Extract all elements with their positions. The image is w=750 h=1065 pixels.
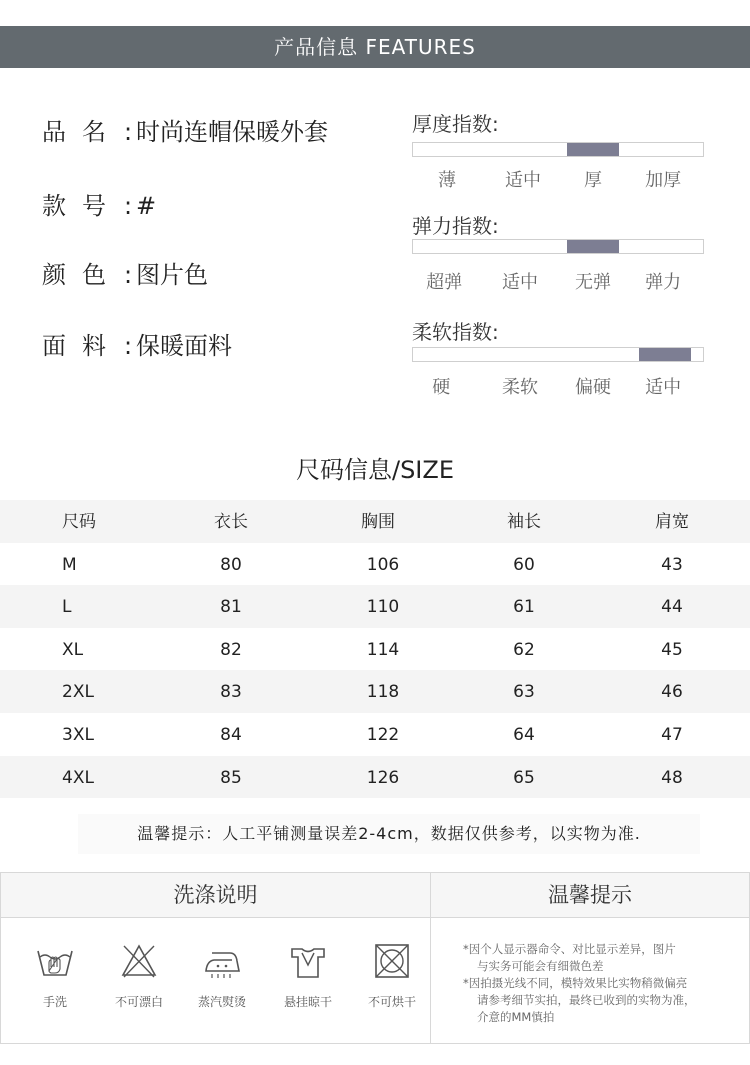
care-label: 悬挂晾干 xyxy=(283,995,333,1009)
table-cell: 45 xyxy=(661,639,683,660)
wash-instructions-heading: 洗涤说明 xyxy=(1,873,430,918)
table-cell: 84 xyxy=(220,724,242,745)
spec-row-fabric xyxy=(42,326,232,361)
care-divider xyxy=(430,873,431,1043)
index-label: 无弹 xyxy=(575,272,612,293)
table-cell: 2XL xyxy=(62,682,94,703)
table-cell: 46 xyxy=(661,682,683,703)
tip-line: *因拍摄光线不同，模特效果比实物稍微偏亮 xyxy=(463,976,688,990)
thickness-index-bar xyxy=(412,142,704,157)
index-label: 适中 xyxy=(645,377,682,398)
table-row xyxy=(0,670,750,713)
measurement-note: 温馨提示：人工平铺测量误差2-4cm，数据仅供参考，以实物为准. xyxy=(78,814,700,854)
index-label: 柔软 xyxy=(502,377,539,398)
elasticity-index-marker xyxy=(567,240,619,253)
softness-index-title: 柔软指数: xyxy=(412,320,499,344)
index-label: 适中 xyxy=(502,272,539,293)
table-cell: 106 xyxy=(366,554,400,575)
table-cell: 60 xyxy=(513,554,535,575)
spec-label: 面料 xyxy=(42,332,122,360)
softness-index-labels xyxy=(412,373,704,397)
index-label: 薄 xyxy=(438,170,457,191)
spec-colon: : xyxy=(124,192,133,220)
care-label: 蒸汽熨烫 xyxy=(197,995,247,1009)
thickness-index-marker xyxy=(567,143,619,156)
table-row xyxy=(0,585,750,628)
table-cell: 81 xyxy=(220,597,242,618)
table-row xyxy=(0,713,750,756)
index-label: 加厚 xyxy=(645,170,682,191)
steam-iron-icon xyxy=(202,941,242,981)
spec-value: # xyxy=(136,192,157,220)
table-cell: 85 xyxy=(220,767,242,788)
table-cell: 110 xyxy=(366,597,400,618)
elasticity-index-labels xyxy=(412,268,704,292)
care-label: 不可烘干 xyxy=(367,995,417,1009)
spec-colon: : xyxy=(124,261,133,289)
index-label: 厚 xyxy=(584,170,603,191)
table-cell: 83 xyxy=(220,682,242,703)
tips-text xyxy=(463,941,733,1026)
table-cell: 64 xyxy=(513,724,535,745)
table-cell: M xyxy=(62,554,77,575)
spec-row-name xyxy=(42,112,328,147)
tip-line: 介意的MM慎拍 xyxy=(477,1010,555,1024)
table-cell: 4XL xyxy=(62,767,94,788)
table-cell: 44 xyxy=(661,597,683,618)
tip-line: 请参考细节实拍，最终已收到的实物为准， xyxy=(477,993,696,1007)
care-label: 不可漂白 xyxy=(114,995,164,1009)
care-label: 手洗 xyxy=(42,995,68,1009)
column-header: 胸围 xyxy=(361,512,395,532)
column-header: 肩宽 xyxy=(655,512,689,532)
table-cell: 47 xyxy=(661,724,683,745)
spec-colon: : xyxy=(124,332,133,360)
table-cell: XL xyxy=(62,639,84,660)
table-cell: 82 xyxy=(220,639,242,660)
thickness-index-title: 厚度指数: xyxy=(412,112,499,136)
size-section-title: 尺码信息/SIZE xyxy=(295,456,454,484)
table-cell: 118 xyxy=(366,682,400,703)
tip-line: *因个人显示器命令、对比显示差异，图片 xyxy=(463,942,676,956)
table-header-row xyxy=(0,500,750,543)
table-row xyxy=(0,756,750,799)
table-cell: 122 xyxy=(366,724,400,745)
table-cell: 62 xyxy=(513,639,535,660)
hand-wash-icon xyxy=(35,941,75,981)
spec-value: 图片色 xyxy=(136,261,208,289)
spec-label: 款号 xyxy=(42,192,122,220)
table-cell: 80 xyxy=(220,554,242,575)
elasticity-index-title: 弹力指数: xyxy=(412,214,499,238)
table-cell: 126 xyxy=(366,767,400,788)
table-cell: 63 xyxy=(513,682,535,703)
spec-label: 颜色 xyxy=(42,261,122,289)
table-row xyxy=(0,543,750,586)
table-cell: 48 xyxy=(661,767,683,788)
index-label: 适中 xyxy=(504,170,541,191)
elasticity-index-bar xyxy=(412,239,704,254)
spec-row-color xyxy=(42,255,208,290)
spec-value: 时尚连帽保暖外套 xyxy=(136,118,328,146)
care-section xyxy=(0,872,750,1044)
table-row xyxy=(0,628,750,671)
table-cell: 61 xyxy=(513,597,535,618)
spec-row-style-no xyxy=(42,186,156,221)
table-cell: 3XL xyxy=(62,724,94,745)
spec-value: 保暖面料 xyxy=(136,332,232,360)
index-label: 硬 xyxy=(432,377,451,398)
table-cell: 43 xyxy=(661,554,683,575)
tips-heading: 温馨提示 xyxy=(431,873,749,918)
softness-index-marker xyxy=(639,348,691,361)
no-bleach-icon xyxy=(119,941,159,981)
index-label: 偏硬 xyxy=(575,377,612,398)
no-tumble-dry-icon xyxy=(372,941,412,981)
table-cell: L xyxy=(62,597,72,618)
spec-label: 品名 xyxy=(42,118,122,146)
column-header: 衣长 xyxy=(214,512,248,532)
thickness-index-labels xyxy=(412,166,704,190)
table-cell: 114 xyxy=(366,639,400,660)
features-header: 产品信息 FEATURES xyxy=(0,26,750,68)
tip-line: 与实务可能会有细微色差 xyxy=(477,959,604,973)
size-table xyxy=(0,500,750,798)
index-label: 弹力 xyxy=(645,272,682,293)
index-label: 超弹 xyxy=(426,272,463,293)
spec-colon: : xyxy=(124,118,133,146)
table-cell: 65 xyxy=(513,767,535,788)
softness-index-bar xyxy=(412,347,704,362)
column-header: 袖长 xyxy=(507,512,541,532)
hang-dry-icon xyxy=(288,941,328,981)
column-header: 尺码 xyxy=(62,512,96,532)
